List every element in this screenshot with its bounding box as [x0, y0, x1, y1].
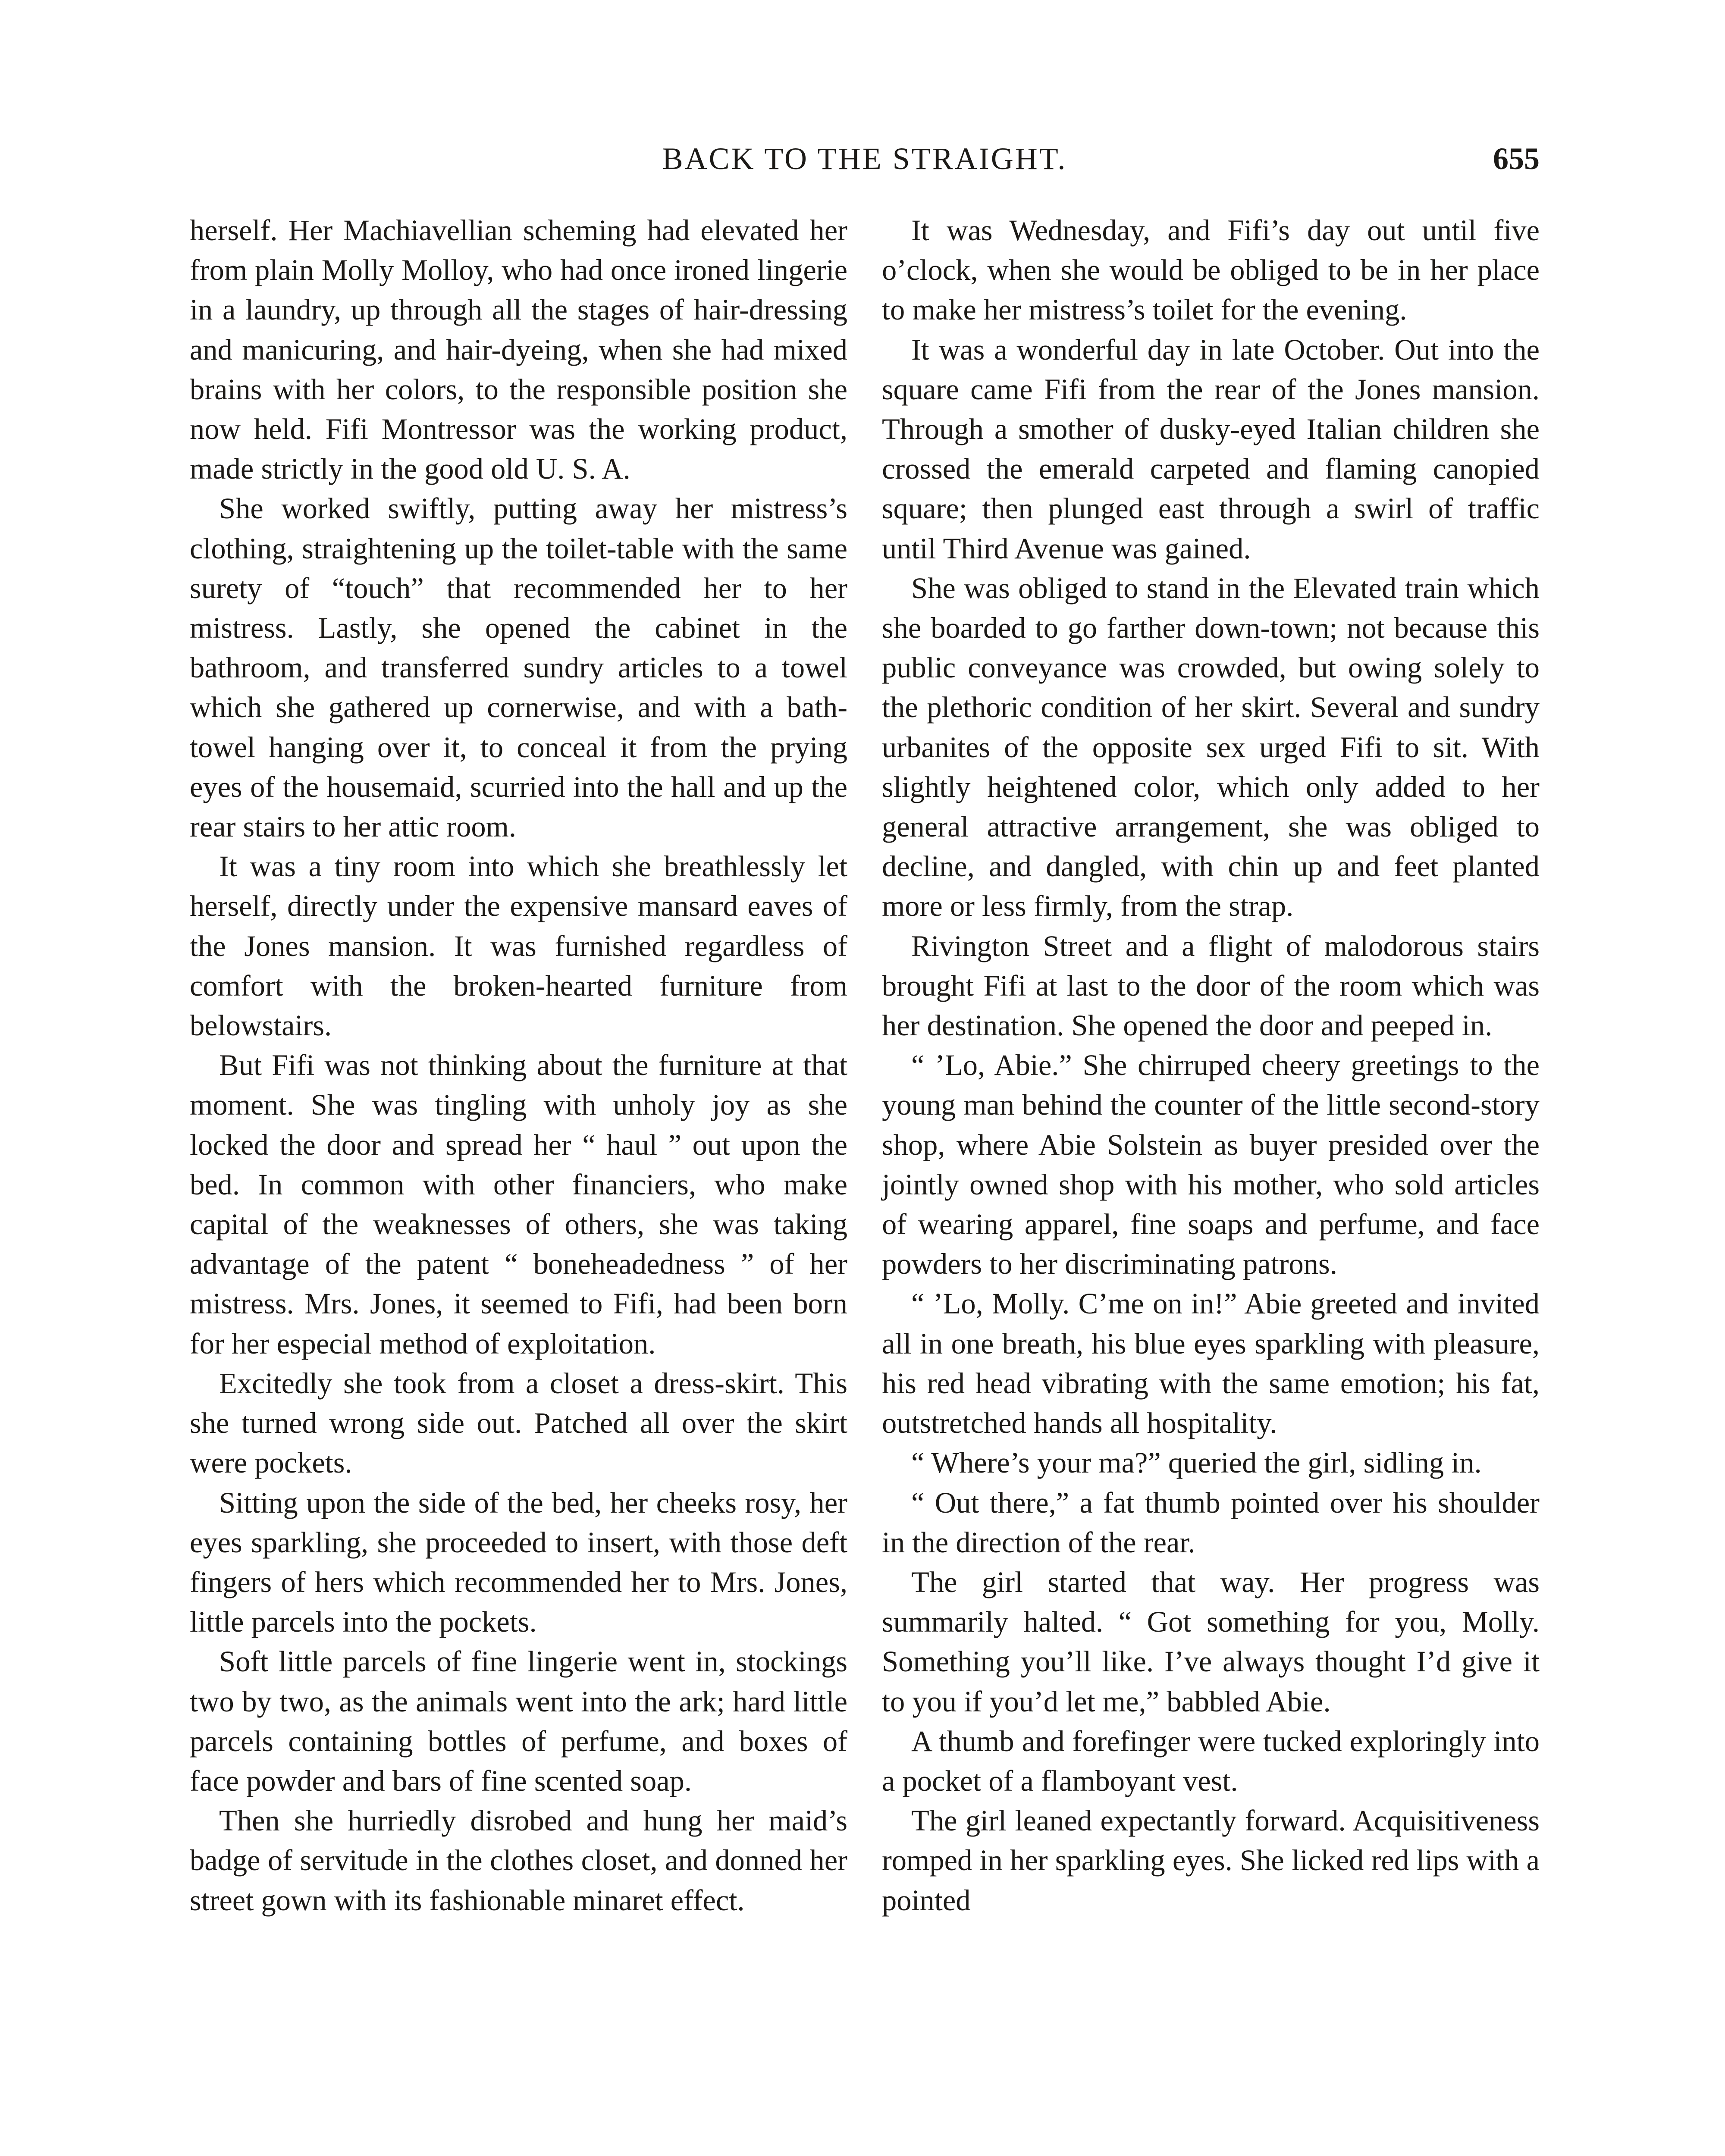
paragraph: Sitting upon the side of the bed, her cheeks rosy, her eyes sparkling, she proceeded to insert, with those deft fingers of hers which recommended her to Mrs. Jones, little parcels into the pockets.: [190, 1486, 847, 1639]
paragraph: herself. Her Machiavellian scheming had elevated her from plain Molly Molloy, who had once ironed lingerie in a laundry, up through all the stages of hair-dressing and manicuring, and hair-dyeing, when she had mixed brains with her colors, to the responsible position she now held. Fifi Montressor was the working product, made strictly in the good old U. S. A.: [190, 214, 847, 486]
paragraph: “ ’Lo, Molly. C’me on in!” Abie greeted and invited all in one breath, his blue eyes sparkling with pleasure, his red head vibrating with the same emotion; his fat, outstretched hands all hospitality.: [882, 1287, 1540, 1440]
paragraph: It was Wednesday, and Fifi’s day out until five o’clock, when she would be obliged to be in her place to make her mistress’s toilet for the evening.: [882, 214, 1540, 326]
paragraph: Then she hurriedly disrobed and hung her maid’s badge of servitude in the clothes closet, and donned her street gown with its fashionable minaret effect.: [190, 1804, 847, 1917]
paragraph: Rivington Street and a flight of malodorous stairs brought Fifi at last to the door of the room which was her destination. She opened the door and peeped in.: [882, 929, 1540, 1042]
paragraph: She was obliged to stand in the Elevated train which she boarded to go farther down-town; not because this public conveyance was crowded, but owing solely to the plethoric condition of her skirt. Several and sundry urbanites of the opposite sex urged Fifi to sit. With slightly heightened color, which only added to her general attractive arrangement, she was obliged to decline, and dangled, with chin up and feet planted more or less firmly, from the strap.: [882, 571, 1540, 923]
paragraph: “ Out there,” a fat thumb pointed over his shoulder in the direction of the rear.: [882, 1486, 1540, 1559]
paragraph: “ ’Lo, Abie.” She chirruped cheery greetings to the young man behind the counter of the little second-story shop, where Abie Solstein as buyer presided over the jointly owned shop with his mother, who sold articles of wearing apparel, fine soaps and perfume, and face powders to her discriminating patrons.: [882, 1049, 1540, 1281]
paragraph: It was a wonderful day in late October. Out into the square came Fifi from the rear of the Jones mansion. Through a smother of dusky-eyed Italian children she crossed the emerald carpeted and flaming canopied square; then plunged east through a swirl of traffic until Third Avenue was gained.: [882, 333, 1540, 565]
paragraph: Excitedly she took from a closet a dress-skirt. This she turned wrong side out. Patched all over the skirt were pockets.: [190, 1366, 847, 1479]
running-title: BACK TO THE STRAIGHT.: [662, 141, 1067, 176]
page-number: 655: [1493, 141, 1540, 176]
paragraph: It was a tiny room into which she breathlessly let herself, directly under the expensive mansard eaves of the Jones mansion. It was furnished regardless of comfort with the broken-hearted furniture from belowstairs.: [190, 850, 847, 1042]
paragraph: But Fifi was not thinking about the furniture at that moment. She was tingling with unholy joy as she locked the door and spread her “ haul ” out upon the bed. In common with other financiers, who make capital of the weaknesses of others, she was taking advantage of the patent “ boneheadedness ” of her mistress. Mrs. Jones, it seemed to Fifi, had been born for her especial method of exploitation.: [190, 1049, 847, 1360]
paragraph: The girl leaned expectantly forward. Acquisitiveness romped in her sparkling eyes. She licked red lips with a pointed: [882, 1804, 1540, 1917]
page-header: [190, 137, 1540, 180]
paragraph: A thumb and forefinger were tucked exploringly into a pocket of a flamboyant vest.: [882, 1724, 1540, 1797]
paragraph: She worked swiftly, putting away her mistress’s clothing, straightening up the toilet-table with the same surety of “touch” that recommended her to her mistress. Lastly, she opened the cabinet in the bathroom, and transferred sundry articles to a towel which she gathered up cornerwise, and with a bath-towel hanging over it, to conceal it from the prying eyes of the housemaid, scurried into the hall and up the rear stairs to her attic room.: [190, 492, 847, 843]
text-column-left: [190, 210, 847, 1920]
text-column-right: [882, 210, 1540, 1920]
paragraph: Soft little parcels of fine lingerie went in, stockings two by two, as the animals went into the ark; hard little parcels containing bottles of perfume, and boxes of face powder and bars of fine scented soap.: [190, 1645, 847, 1797]
paragraph: “ Where’s your ma?” queried the girl, sidling in.: [911, 1446, 1482, 1479]
paragraph: The girl started that way. Her progress was summarily halted. “ Got something for you, Molly. Something you’ll like. I’ve always thought I’d give it to you if you’d let me,” babbled Abie.: [882, 1565, 1540, 1718]
